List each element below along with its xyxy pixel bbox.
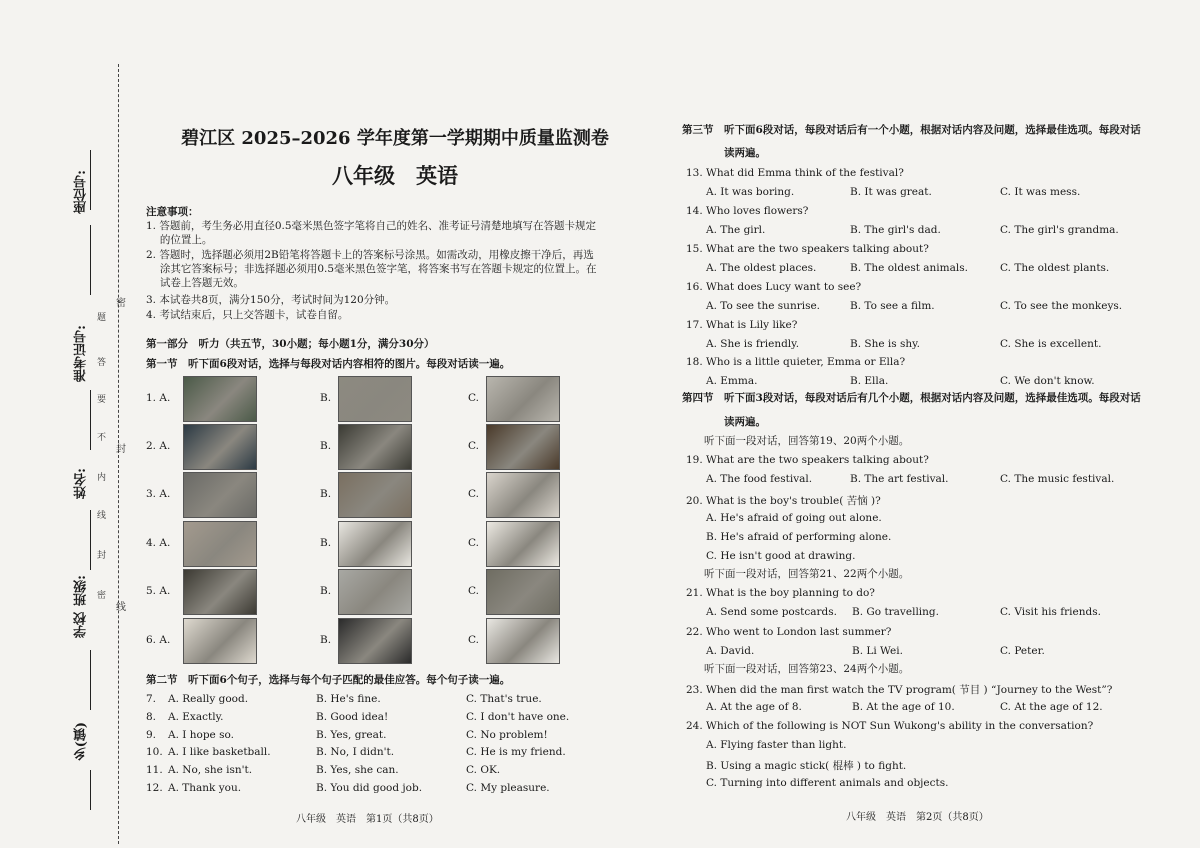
option-c: C. No problem! xyxy=(466,729,548,741)
section1-heading: 第一节 听下面6段对话，选择与每段对话内容相符的图片。每段对话读一遍。 xyxy=(146,358,511,370)
option-b: B. Yes, great. xyxy=(316,729,387,741)
question-number: 12. xyxy=(146,782,163,794)
option-a: A. The food festival. xyxy=(706,473,813,485)
option-c: C. We don't know. xyxy=(1000,375,1095,387)
seal-word-mi: 密 xyxy=(116,298,126,309)
stone-stack-photo xyxy=(338,376,412,422)
mountain-pine-photo xyxy=(183,376,257,422)
whale-photo xyxy=(183,424,257,470)
picture-option-label: C. xyxy=(468,585,479,597)
ceiling-dome-photo xyxy=(486,376,560,422)
seat-label: 座位号: xyxy=(74,170,89,214)
option-b: B. He's fine. xyxy=(316,693,381,705)
dialogue-intro-2: 听下面一段对话，回答第21、22两个小题。 xyxy=(704,568,910,580)
option-c: C. He is my friend. xyxy=(466,746,566,758)
page-footer-left: 八年级 英语 第1页（共8页） xyxy=(296,814,439,825)
margin-mark: 答 xyxy=(97,358,107,368)
margin-mark: 不 xyxy=(97,433,107,443)
question-16: 16. What does Lucy want to see? xyxy=(686,281,862,293)
notice-line: 涂其它答案标号；非选择题必须用0.5毫米黑色签字笔，将答案书写在答题卡规定的位置上。在 xyxy=(146,263,597,275)
option-c: C. That's true. xyxy=(466,693,542,705)
question-number: 9. xyxy=(146,729,157,741)
picture-option-label: C. xyxy=(468,488,479,500)
margin-mark: 要 xyxy=(97,395,107,405)
question-number: 11. xyxy=(146,764,163,776)
option-a: A. Thank you. xyxy=(168,782,242,794)
option-b: B. To see a film. xyxy=(850,300,935,312)
picture-option-label: 6. A. xyxy=(146,634,171,646)
option-b: B. Using a magic stick( 棍棒 ) to fight. xyxy=(706,760,907,772)
crowd-photo xyxy=(183,472,257,518)
paper-cut-photo xyxy=(338,618,412,664)
margin-mark: 封 xyxy=(97,551,107,561)
option-b: B. He's afraid of performing alone. xyxy=(706,531,892,543)
option-b: B. She is shy. xyxy=(850,338,921,350)
picture-option-label: B. xyxy=(320,634,332,646)
margin-mark: 线 xyxy=(97,511,107,521)
part1-heading: 第一部分 听力（共五节，30小题；每小题1分，满分30分） xyxy=(146,338,435,350)
notice-line: 1. 答题前，考生务必用直径0.5毫米黑色签字笔将自己的姓名、准考证号清楚地填写在答题卡规定 xyxy=(146,220,597,232)
picture-option-label: C. xyxy=(468,440,479,452)
forest-photo xyxy=(183,569,257,615)
class-label: 班级: xyxy=(74,575,89,606)
notice-line: 2. 答题时，选择题必须用2B铅笔将答题卡上的答案标号涂黑。如需改动，用橡皮擦干净后，再选 xyxy=(146,249,594,261)
question-number: 10. xyxy=(146,746,163,758)
flute-photo xyxy=(486,618,560,664)
section4-heading: 第四节 听下面3段对话，每段对话后有几个小题，根据对话内容及问题，选择最佳选项。每段对话 xyxy=(682,392,1141,404)
seat-line-2 xyxy=(90,225,91,295)
option-a: A. Flying faster than light. xyxy=(706,739,847,751)
option-c: C. To see the monkeys. xyxy=(1000,300,1123,312)
option-a: A. Exactly. xyxy=(168,711,224,723)
option-a: A. She is friendly. xyxy=(706,338,800,350)
option-a: A. He's afraid of going out alone. xyxy=(706,512,882,524)
shop-front-photo xyxy=(338,472,412,518)
seal-word-xian: 线 xyxy=(116,602,126,613)
option-c: C. My pleasure. xyxy=(466,782,550,794)
exam-number-line xyxy=(90,390,91,450)
option-a: A. To see the sunrise. xyxy=(706,300,821,312)
option-b: B. Good idea! xyxy=(316,711,389,723)
picture-option-label: B. xyxy=(320,537,332,549)
notice-line: 的位置上。 xyxy=(146,234,213,246)
paintbrush-photo xyxy=(486,521,560,567)
picture-option-label: B. xyxy=(320,392,332,404)
option-a: A. At the age of 8. xyxy=(706,701,802,713)
school-line xyxy=(90,650,91,710)
margin-mark: 内 xyxy=(97,473,107,483)
question-13: 13. What did Emma think of the festival? xyxy=(686,167,904,179)
notice-heading: 注意事项： xyxy=(146,206,199,218)
option-c: C. She is excellent. xyxy=(1000,338,1102,350)
notice-line: 3. 本试卷共8页，满分150分，考试时间为120分钟。 xyxy=(146,294,396,306)
option-b: B. You did good job. xyxy=(316,782,423,794)
question-19: 19. What are the two speakers talking about? xyxy=(686,454,929,466)
option-c: C. It was mess. xyxy=(1000,186,1081,198)
question-23: 23. When did the man first watch the TV program( 节目 ) “Journey to the West”? xyxy=(686,684,1113,696)
option-a: A. It was boring. xyxy=(706,186,795,198)
option-c: C. He isn't good at drawing. xyxy=(706,550,856,562)
option-c: C. The girl's grandma. xyxy=(1000,224,1119,236)
option-a: A. Send some postcards. xyxy=(706,606,837,618)
option-b: B. No, I didn't. xyxy=(316,746,395,758)
question-22: 22. Who went to London last summer? xyxy=(686,626,892,638)
notice-line: 4. 考试结束后，只上交答题卡，试卷自留。 xyxy=(146,309,349,321)
question-number: 7. xyxy=(146,693,157,705)
section4-heading-cont: 读两遍。 xyxy=(724,416,766,428)
option-b: B. At the age of 10. xyxy=(852,701,955,713)
option-c: C. The music festival. xyxy=(1000,473,1115,485)
section3-heading: 第三节 听下面6段对话，每段对话后有一个小题，根据对话内容及问题，选择最佳选项。每段对话 xyxy=(682,124,1141,136)
picture-option-label: B. xyxy=(320,585,332,597)
school-label: 学校 xyxy=(74,612,89,638)
option-c: C. At the age of 12. xyxy=(1000,701,1103,713)
option-b: B. Ella. xyxy=(850,375,889,387)
option-b: B. The girl's dad. xyxy=(850,224,941,236)
option-b: B. The oldest animals. xyxy=(850,262,968,274)
picture-option-label: 4. A. xyxy=(146,537,171,549)
option-c: C. OK. xyxy=(466,764,501,776)
picture-option-label: 1. A. xyxy=(146,392,171,404)
question-17: 17. What is Lily like? xyxy=(686,319,798,331)
lotus-pond-photo xyxy=(486,569,560,615)
option-a: A. David. xyxy=(706,645,755,657)
picture-option-label: C. xyxy=(468,537,479,549)
question-18: 18. Who is a little quieter, Emma or Ella? xyxy=(686,356,906,368)
picture-option-label: C. xyxy=(468,392,479,404)
option-c: C. Visit his friends. xyxy=(1000,606,1101,618)
town-line xyxy=(90,770,91,810)
option-b: B. Li Wei. xyxy=(852,645,903,657)
section2-heading: 第二节 听下面6个句子，选择与每个句子匹配的最佳应答。每个句子读一遍。 xyxy=(146,674,511,686)
picture-option-label: C. xyxy=(468,634,479,646)
snow-park-photo xyxy=(338,569,412,615)
scissors-photo xyxy=(338,521,412,567)
option-b: B. Yes, she can. xyxy=(316,764,399,776)
town-label: 乡(镇) xyxy=(74,722,89,761)
question-24: 24. Which of the following is NOT Sun Wukong's ability in the conversation? xyxy=(686,720,1094,732)
pottery-photo xyxy=(183,521,257,567)
picture-option-label: 2. A. xyxy=(146,440,171,452)
question-14: 14. Who loves flowers? xyxy=(686,205,809,217)
dialogue-intro-1: 听下面一段对话，回答第19、20两个小题。 xyxy=(704,435,910,447)
option-a: A. The girl. xyxy=(706,224,766,236)
picture-option-label: B. xyxy=(320,440,332,452)
option-c: C. The oldest plants. xyxy=(1000,262,1110,274)
picture-option-label: 3. A. xyxy=(146,488,171,500)
option-b: B. The art festival. xyxy=(850,473,949,485)
option-a: A. Really good. xyxy=(168,693,249,705)
question-15: 15. What are the two speakers talking about? xyxy=(686,243,929,255)
option-c: C. Turning into different animals and objects. xyxy=(706,777,949,789)
option-c: C. Peter. xyxy=(1000,645,1045,657)
option-a: A. Emma. xyxy=(706,375,758,387)
section3-heading-cont: 读两遍。 xyxy=(724,147,766,159)
option-b: B. It was great. xyxy=(850,186,932,198)
exam-number-label: 准考证号: xyxy=(74,325,89,382)
butterfly-dark-photo xyxy=(486,424,560,470)
option-a: A. No, she isn't. xyxy=(168,764,253,776)
margin-mark: 密 xyxy=(97,591,107,601)
question-21: 21. What is the boy planning to do? xyxy=(686,587,875,599)
option-a: A. I like basketball. xyxy=(168,746,271,758)
butterfly-photo xyxy=(338,424,412,470)
folding-fan-photo xyxy=(183,618,257,664)
seal-word-feng: 封 xyxy=(116,444,126,455)
picture-option-label: 5. A. xyxy=(146,585,171,597)
option-b: B. Go travelling. xyxy=(852,606,939,618)
name-line xyxy=(90,510,91,570)
question-number: 8. xyxy=(146,711,157,723)
option-a: A. I hope so. xyxy=(168,729,234,741)
margin-mark: 题 xyxy=(97,313,107,323)
name-label: 姓名: xyxy=(74,468,89,499)
picture-option-label: B. xyxy=(320,488,332,500)
notice-line: 试卷上答题无效。 xyxy=(146,277,244,289)
doctor-photo xyxy=(486,472,560,518)
exam-title: 碧江区 2025–2026 学年度第一学期期中质量监测卷 xyxy=(181,128,609,149)
question-20: 20. What is the boy's trouble( 苦恼 )? xyxy=(686,495,881,507)
page-footer-right: 八年级 英语 第2页（共8页） xyxy=(846,812,989,823)
exam-subtitle: 八年级 英语 xyxy=(332,163,458,188)
option-c: C. I don't have one. xyxy=(466,711,570,723)
dialogue-intro-3: 听下面一段对话，回答第23、24两个小题。 xyxy=(704,663,910,675)
option-a: A. The oldest places. xyxy=(706,262,817,274)
